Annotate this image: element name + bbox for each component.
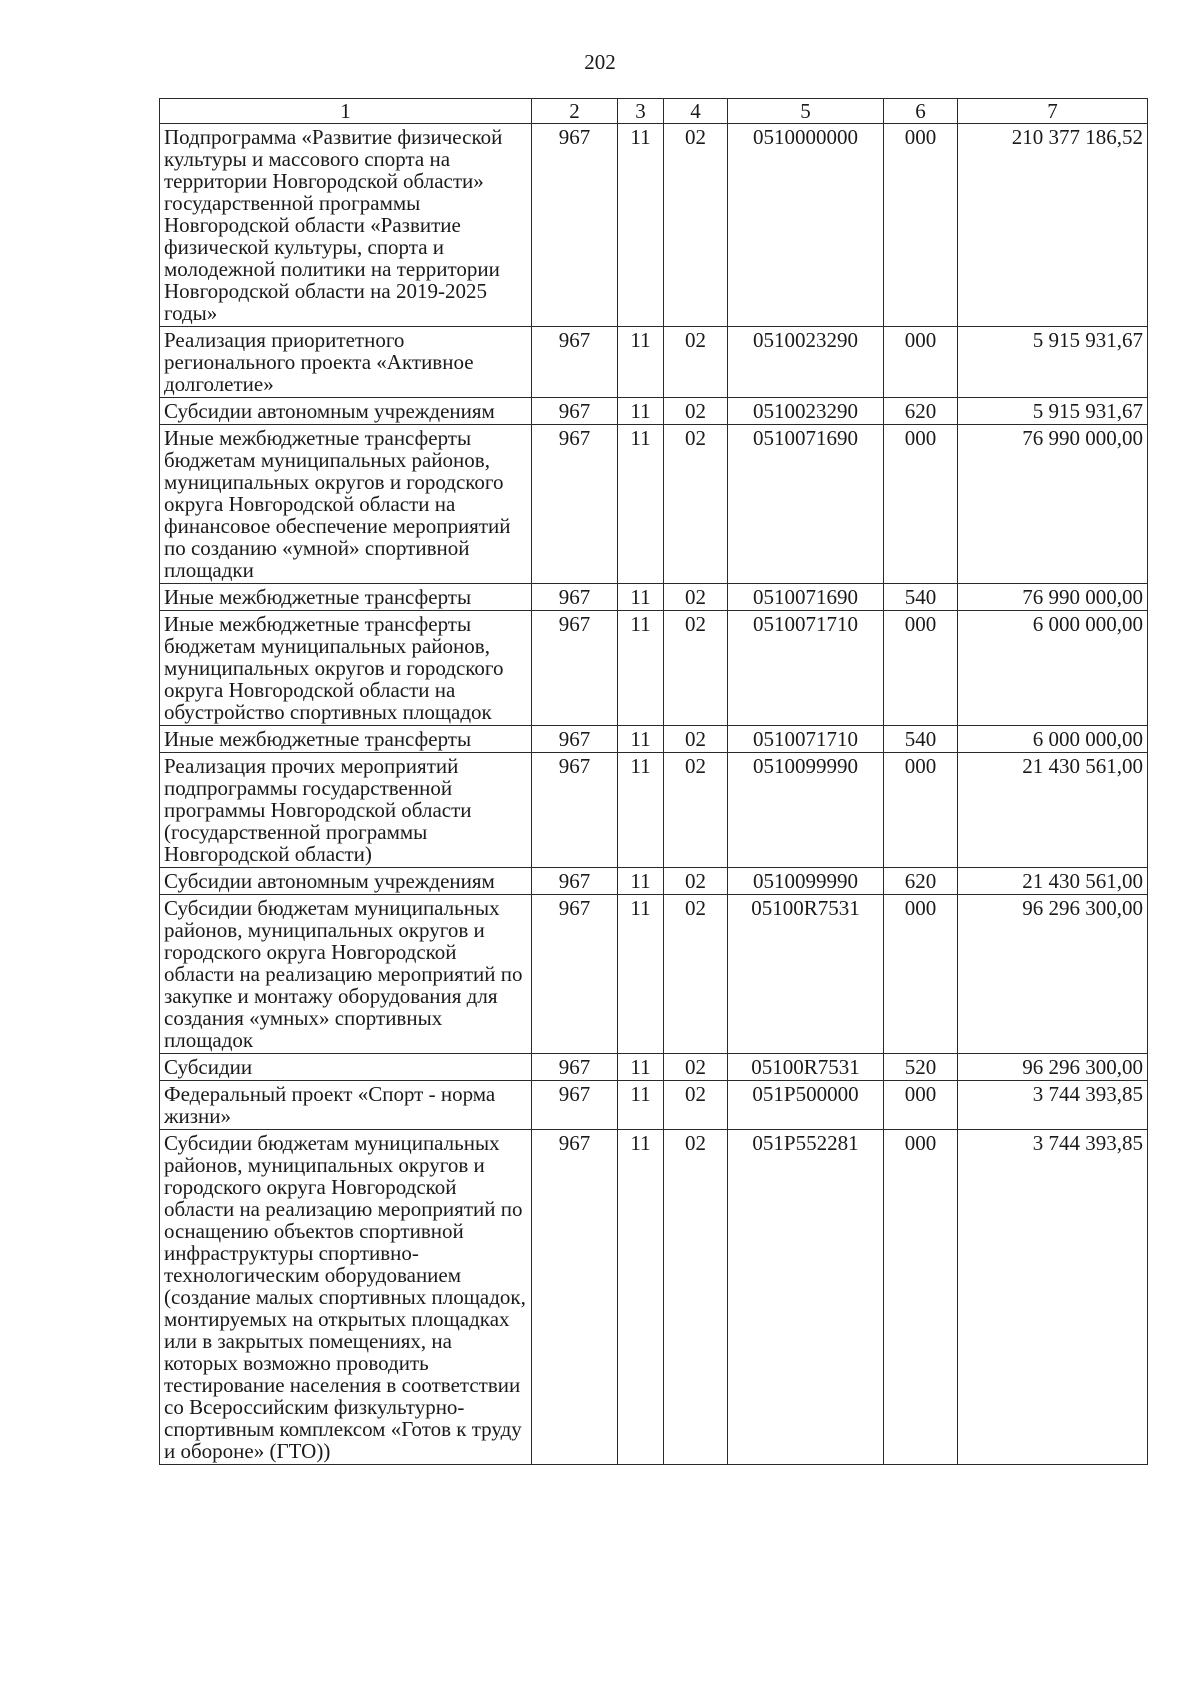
table-row [160, 425, 1148, 584]
header-cell-4: 4 [664, 99, 728, 124]
row-ved-cell: 967 [532, 895, 618, 1054]
row-pr-cell: 02 [664, 398, 728, 425]
row-name-cell: Субсидии автономным учреждениям [160, 868, 532, 895]
row-csr-cell: 051P552281 [728, 1130, 884, 1465]
row-pr-cell: 02 [664, 753, 728, 868]
row-sum-cell: 6 000 000,00 [958, 726, 1148, 753]
row-rz-cell: 11 [618, 1054, 664, 1081]
header-cell-3: 3 [618, 99, 664, 124]
row-vr-cell: 000 [884, 1081, 958, 1130]
table-row [160, 753, 1148, 868]
row-ved-cell: 967 [532, 611, 618, 726]
row-ved-cell: 967 [532, 425, 618, 584]
row-name-cell: Иные межбюджетные трансферты бюджетам муниципальных районов, муниципальных округов и городского округа Новгородской области на финансовое обеспечение мероприятий по созданию «умной» спортивной площадки [160, 425, 532, 584]
row-ved-cell: 967 [532, 726, 618, 753]
row-name-cell: Субсидии автономным учреждениям [160, 398, 532, 425]
row-csr-cell: 0510099990 [728, 753, 884, 868]
row-vr-cell: 000 [884, 124, 958, 327]
table-body [160, 124, 1148, 1465]
row-csr-cell: 0510099990 [728, 868, 884, 895]
row-pr-cell: 02 [664, 124, 728, 327]
row-sum-cell: 3 744 393,85 [958, 1081, 1148, 1130]
row-vr-cell: 000 [884, 1130, 958, 1465]
row-vr-cell: 520 [884, 1054, 958, 1081]
row-vr-cell: 000 [884, 895, 958, 1054]
table-row [160, 1130, 1148, 1465]
row-rz-cell: 11 [618, 425, 664, 584]
row-vr-cell: 620 [884, 868, 958, 895]
row-rz-cell: 11 [618, 584, 664, 611]
row-pr-cell: 02 [664, 611, 728, 726]
row-ved-cell: 967 [532, 753, 618, 868]
row-pr-cell: 02 [664, 895, 728, 1054]
row-csr-cell: 0510071690 [728, 425, 884, 584]
row-ved-cell: 967 [532, 868, 618, 895]
row-ved-cell: 967 [532, 1054, 618, 1081]
row-rz-cell: 11 [618, 753, 664, 868]
row-vr-cell: 000 [884, 425, 958, 584]
row-sum-cell: 76 990 000,00 [958, 425, 1148, 584]
header-row [160, 99, 1148, 124]
row-csr-cell: 051P500000 [728, 1081, 884, 1130]
row-name-cell: Реализация прочих мероприятий подпрограммы государственной программы Новгородской области (государственной программы Новгородской области) [160, 753, 532, 868]
row-pr-cell: 02 [664, 868, 728, 895]
header-cell-6: 6 [884, 99, 958, 124]
row-csr-cell: 0510071710 [728, 611, 884, 726]
row-rz-cell: 11 [618, 327, 664, 398]
header-cell-7: 7 [958, 99, 1148, 124]
header-cell-2: 2 [532, 99, 618, 124]
table-row [160, 398, 1148, 425]
row-pr-cell: 02 [664, 1081, 728, 1130]
row-rz-cell: 11 [618, 1081, 664, 1130]
row-csr-cell: 0510071710 [728, 726, 884, 753]
row-rz-cell: 11 [618, 398, 664, 425]
row-csr-cell: 05100R7531 [728, 895, 884, 1054]
table-row [160, 611, 1148, 726]
row-csr-cell: 0510023290 [728, 327, 884, 398]
row-name-cell: Субсидии [160, 1054, 532, 1081]
row-vr-cell: 000 [884, 753, 958, 868]
row-sum-cell: 96 296 300,00 [958, 895, 1148, 1054]
row-csr-cell: 0510000000 [728, 124, 884, 327]
row-ved-cell: 967 [532, 398, 618, 425]
table-row [160, 124, 1148, 327]
row-csr-cell: 0510023290 [728, 398, 884, 425]
row-pr-cell: 02 [664, 584, 728, 611]
table-row [160, 895, 1148, 1054]
row-pr-cell: 02 [664, 425, 728, 584]
header-cell-5: 5 [728, 99, 884, 124]
row-rz-cell: 11 [618, 895, 664, 1054]
row-csr-cell: 05100R7531 [728, 1054, 884, 1081]
row-sum-cell: 21 430 561,00 [958, 868, 1148, 895]
row-sum-cell: 6 000 000,00 [958, 611, 1148, 726]
row-rz-cell: 11 [618, 611, 664, 726]
row-name-cell: Иные межбюджетные трансферты [160, 584, 532, 611]
row-name-cell: Субсидии бюджетам муниципальных районов, муниципальных округов и городского округа Новгородской области на реализацию мероприятий по оснащению объектов спортивной инфраструктуры спортивно-технологическим оборудованием (создание малых спортивных площадок, монтируемых на открытых площадках или в закрытых помещениях, на которых возможно проводить тестирование населения в соответствии со Всероссийским физкультурно-спортивным комплексом «Готов к труду и обороне» (ГТО)) [160, 1130, 532, 1465]
row-name-cell: Иные межбюджетные трансферты бюджетам муниципальных районов, муниципальных округов и городского округа Новгородской области на обустройство спортивных площадок [160, 611, 532, 726]
table-row [160, 327, 1148, 398]
row-name-cell: Федеральный проект «Спорт - норма жизни» [160, 1081, 532, 1130]
header-cell-1: 1 [160, 99, 532, 124]
table-row [160, 868, 1148, 895]
row-sum-cell: 210 377 186,52 [958, 124, 1148, 327]
row-ved-cell: 967 [532, 584, 618, 611]
row-rz-cell: 11 [618, 868, 664, 895]
row-sum-cell: 76 990 000,00 [958, 584, 1148, 611]
table-row [160, 1081, 1148, 1130]
row-ved-cell: 967 [532, 1081, 618, 1130]
row-sum-cell: 5 915 931,67 [958, 327, 1148, 398]
row-vr-cell: 620 [884, 398, 958, 425]
row-pr-cell: 02 [664, 1130, 728, 1465]
row-name-cell: Иные межбюджетные трансферты [160, 726, 532, 753]
row-name-cell: Подпрограмма «Развитие физической культуры и массового спорта на территории Новгородской области» государственной программы Новгородской области «Развитие физической культуры, спорта и молодежной политики на территории Новгородской области на 2019-2025 годы» [160, 124, 532, 327]
row-vr-cell: 000 [884, 611, 958, 726]
budget-table [159, 98, 1148, 1465]
row-vr-cell: 540 [884, 584, 958, 611]
row-sum-cell: 3 744 393,85 [958, 1130, 1148, 1465]
row-sum-cell: 96 296 300,00 [958, 1054, 1148, 1081]
table-row [160, 726, 1148, 753]
row-name-cell: Субсидии бюджетам муниципальных районов, муниципальных округов и городского округа Новгородской области на реализацию мероприятий по закупке и монтажу оборудования для создания «умных» спортивных площадок [160, 895, 532, 1054]
row-pr-cell: 02 [664, 327, 728, 398]
row-pr-cell: 02 [664, 726, 728, 753]
row-vr-cell: 540 [884, 726, 958, 753]
row-csr-cell: 0510071690 [728, 584, 884, 611]
row-vr-cell: 000 [884, 327, 958, 398]
table-row [160, 584, 1148, 611]
row-ved-cell: 967 [532, 1130, 618, 1465]
row-sum-cell: 5 915 931,67 [958, 398, 1148, 425]
page-number: 202 [584, 50, 616, 74]
row-rz-cell: 11 [618, 726, 664, 753]
row-ved-cell: 967 [532, 124, 618, 327]
row-name-cell: Реализация приоритетного регионального проекта «Активное долголетие» [160, 327, 532, 398]
row-rz-cell: 11 [618, 1130, 664, 1465]
row-rz-cell: 11 [618, 124, 664, 327]
table-row [160, 1054, 1148, 1081]
row-sum-cell: 21 430 561,00 [958, 753, 1148, 868]
row-ved-cell: 967 [532, 327, 618, 398]
row-pr-cell: 02 [664, 1054, 728, 1081]
